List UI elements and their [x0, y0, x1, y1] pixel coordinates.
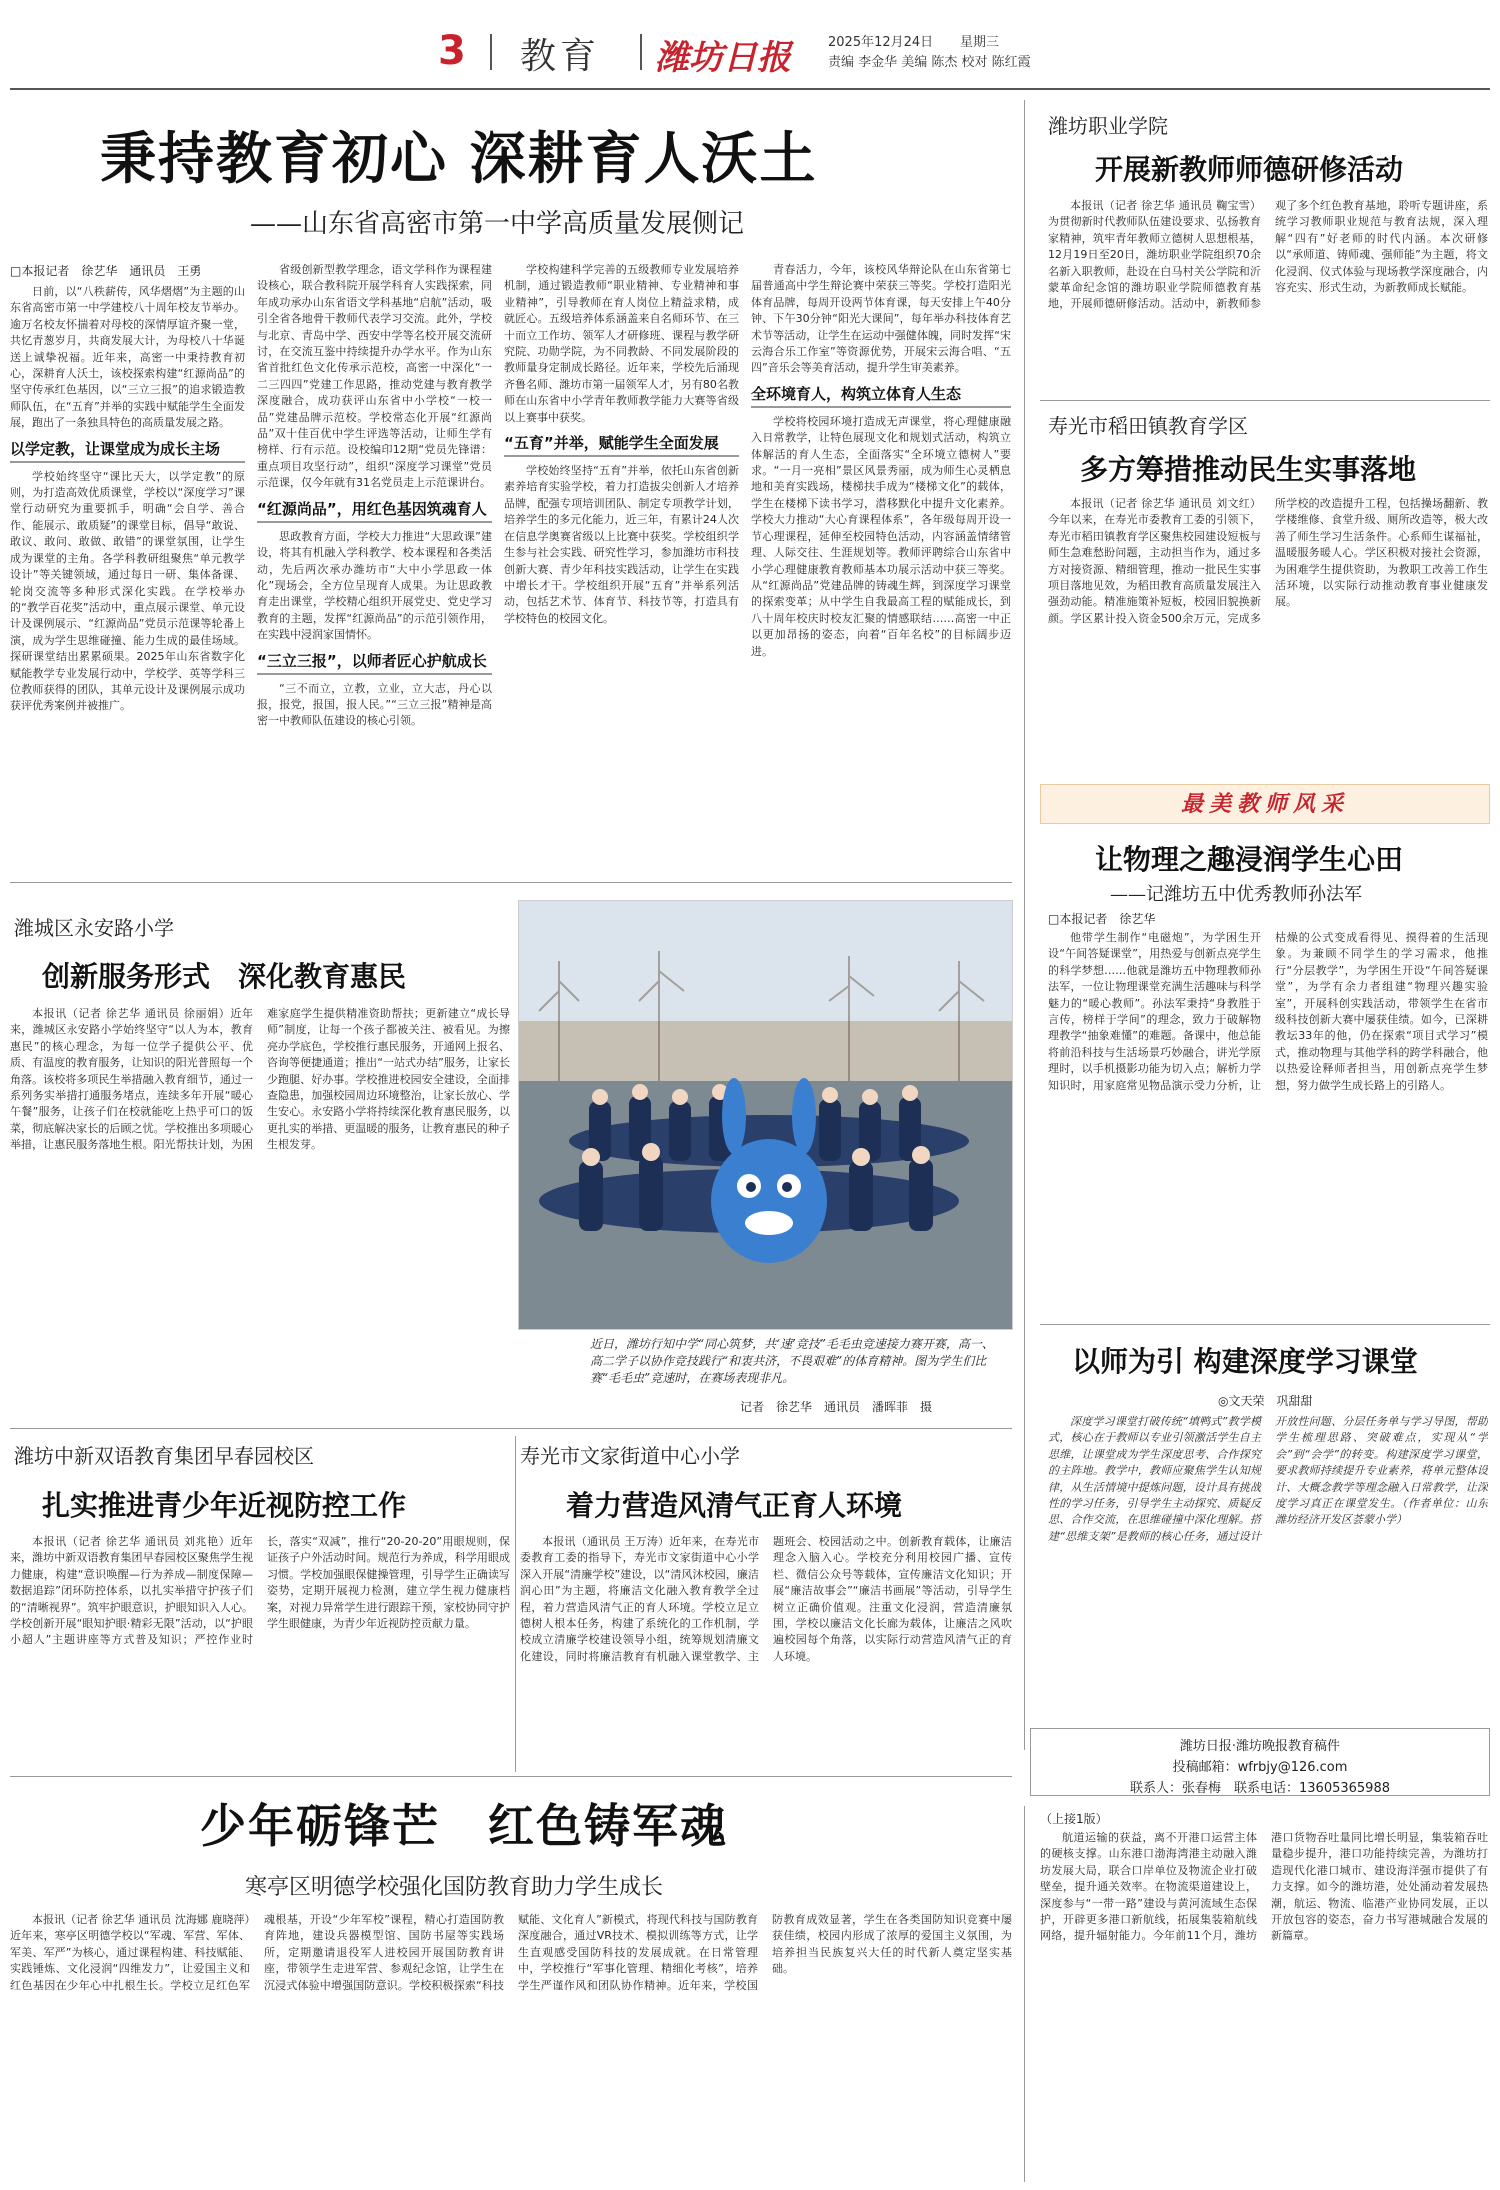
lead-column-4	[751, 262, 1011, 874]
lead-section-head-4: 全环境育人，构筑立体育人生态	[751, 383, 1011, 408]
lower2-headline: 着力营造风清气正育人环境	[566, 1489, 903, 1522]
lead-byline: □本报记者 徐艺华 通讯员 王勇	[10, 264, 202, 278]
lead-section-head-1: 以学定教，让课堂成为成长主场	[10, 438, 245, 463]
masthead	[0, 0, 1500, 90]
newspaper-logo: 潍坊日报	[655, 38, 791, 76]
lower2-body	[520, 1534, 1012, 1768]
right4-text: 深度学习课堂打破传统“填鸭式”教学模式，核心在于教师以专业引领激活学生自主思维，让课堂成为学生深度思考、合作探究的主阵地。教学中，教师应聚焦学生认知规律，从生活情境中提炼问题，设计具有挑战性的学习任务，引导学生主动探究、质疑反思、合作交流，在思维碰撞中深化理解。搭建“思维支架”是教师的核心任务，通过设计开放性问题、分层任务单与学习导图，帮助学生梳理思路、突破难点，实现从“学会”到“会学”的转变。构建深度学习课堂，要求教师持续提升专业素养，将单元整体设计、大概念教学等理念融入日常教学，让深度学习真正在课堂发生。（作者单位：山东潍坊经济开发区荟蒙小学）	[1048, 1415, 1488, 1543]
right4-headline: 以师为引 构建深度学习课堂	[1072, 1345, 1418, 1378]
lower2-text: 本报讯（通讯员 王万涛）近年来，在寿光市委教育工委的指导下，寿光市文家街道中心小学深入开展“清廉学校”建设，以“清风沐校园，廉洁润心田”为主题，将廉洁文化融入教育教学全过程，着力营造风清气正的育人环境。学校立足立德树人根本任务，构建了系统化的工作机制，学校成立清廉学校建设领导小组，统筹规划清廉文化建设，同时将廉洁教育有机融入课堂教学、主题班会、校园活动之中。创新教育载体，让廉洁理念入脑入心。学校充分利用校园广播、宣传栏、微信公众号等载体，宣传廉洁文化知识；开展“廉洁故事会”“廉洁书画展”等活动，引导学生树立正确价值观。注重文化浸润，营造清廉氛围，学校以廉洁文化长廊为载体，让廉洁之风吹遍校园每个角落，以实际行动营造风清气正的育人环境。	[520, 1535, 1012, 1663]
issue-date: 2025年12月24日	[828, 35, 934, 50]
lead-col2-text-b: 思政教育方面，学校大力推进“大思政课”建设，将其有机融入学科教学、校本课程和各类活动，先后两次承办潍坊市“大中小学思政一体化”现场会，全方位呈现育人成果。为让思政教育走出课堂，学校精心组织开展党史、党史学习教育的主题，发挥“红源尚品”的示范引领作用，在实践中浸润家国情怀。	[257, 529, 492, 642]
right2-headline: 多方筹措推动民生实事落地	[1080, 453, 1417, 486]
middle1-text: 本报讯（记者 徐艺华 通讯员 徐丽娟）近年来，潍城区永安路小学始终坚守“以人为本，教育惠民”的核心理念，为每一位学子提供公平、优质、有温度的教育服务，让知识的阳光普照每一个角落。该校将多项民生举措融入教育细节，通过一系列务实举措打通服务堵点，连续多年开展“暖心午餐”服务，让孩子们在校就能吃上热乎可口的饭菜，彻底解决家长的后顾之忧。学校推出多项暖心举措，让惠民服务落地生根。阳光帮扶计划，为困难家庭学生提供精准资助帮扶；更新建立“成长导师”制度，让每一个孩子都被关注、被看见。为擦亮办学底色，学校推行惠民服务，开通网上报名、咨询等便捷通道；推出“一站式办结”服务，让家长少跑腿、好办事。学校推进校园安全建设，全面排查隐患，加强校园周边环境整治，让家长放心、学生安心。永安路小学将持续深化教育惠民服务，以更扎实的举措、更温暖的服务，让教育惠民的种子生根发芽。	[10, 1007, 510, 1152]
middle1-headline: 创新服务形式 深化教育惠民	[42, 960, 407, 993]
right2-body	[1048, 496, 1488, 776]
right2-text: 本报讯（记者 徐艺华 通讯员 刘文红）今年以来，在寿光市委教育工委的引领下，寿光市稻田镇教育学区聚焦校园建设短板与师生急难愁盼问题，主动担当作为，通过多方对接资源、精细管理，推动一批民生实事项目落地见效，为稻田教育高质量发展注入强劲动能。精准施策补短板，校园旧貌换新颜。学区累计投入资金500余万元，完成多所学校的改造提升工程，包括操场翻新、教学楼维修、食堂升级、厕所改造等，极大改善了师生学习生活条件。心系师生谋福祉，温暖服务暖人心。学区积极对接社会资源，为困难学生提供资助，为教职工改善工作生活环境，以实际行动推动教育事业健康发展。	[1048, 497, 1488, 625]
right-column-divider	[1024, 100, 1025, 1750]
middle-bottom-rule	[10, 1428, 1012, 1429]
submission-contact: 联系人：张春梅 联系电话：13605365988	[1130, 1781, 1390, 1796]
masthead-divider-2	[640, 34, 642, 70]
lead-column-3	[504, 262, 739, 874]
submission-line-1: 潍坊日报·潍坊晚报教育稿件	[1179, 1739, 1341, 1754]
right4-body	[1048, 1414, 1488, 1724]
bottom-right-divider	[1024, 1806, 1025, 2182]
right3-subtitle: ——记潍坊五中优秀教师孙法军	[1110, 884, 1362, 905]
lead-col2-text: 省级创新型教学理念，语文学科作为课程建设核心，联合教科院开展学科育人实践探索，同年成功承办山东省语文学科基地“启航”活动，吸引全省各地骨干教师代表学习交流。此外，学校与北京、青岛中学、西安中学等名校开展交流研讨，在交流互鉴中持续提升办学水平。作为山东省首批红色文化传承示范校，高密一中深化“一二三四四”党建工作思路，推动党建与教育教学深度融合，成功获评山东省中小学校“一校一品”党建品牌示范校。学校常态化开展“红源尚品”双十佳百优中学生评选等活动，让师生学有榜样、行有示范。设校编印12期“党员先锋谱：重点项目攻坚行动”，组织“深度学习课堂”党员示范课，仅今年就有31名党员走上示范课讲台。	[257, 263, 492, 490]
feature-banner	[1040, 784, 1490, 824]
right1-text: 本报讯（记者 徐艺华 通讯员 鞠宝雪）为贯彻新时代教师队伍建设要求、弘扬教育家精神，筑牢青年教师立德树人思想根基，12月19日至20日，潍坊职业学院组织70余名新入职教师，赴设在白马村关公学院和沂蒙革命纪念馆的潍坊职业学院师德教育基地，开展师德研修活动。活动中，新教师参观了多个红色教育基地，聆听专题讲座，系统学习教师职业规范与教育法规，深入理解“四有”好老师的时代内涵。本次研修以“承师道、铸师魂、强师能”为主题，将文化浸润、仪式体验与现场教学深度融合，内容充实、形式生动，为新教师成长赋能。	[1048, 199, 1488, 311]
lower2-kicker: 寿光市文家街道中心小学	[520, 1444, 740, 1466]
lead-intro: 日前，以“八秩薪传，风华熠熠”为主题的山东省高密市第一中学建校八十周年校友节举办。逾万名校友怀揣着对母校的深情厚谊齐聚一堂，共忆青葱岁月，共商发展大计，为母校八十华诞送上诚挚祝福。近年来，高密一中秉持教育初心，深耕育人沃土，该校探索构建“红源尚品”的坚守传承红色基因，以“三立三报”的追求锻造教师队伍，在“五育”并举的实践中赋能学生全面发展，跑出了一条独具特色的高质量发展之路。	[10, 285, 245, 430]
lower1-body	[10, 1534, 510, 1768]
right2-kicker: 寿光市稻田镇教育学区	[1048, 414, 1248, 436]
lead-col3-text: 学校构建科学完善的五级教师专业发展培养机制，通过锻造教师“职业精神、专业精神和事业精神”，引导教师在育人岗位上精益求精，成就匠心。五级培养体系涵盖来自名师环节、在三十而立工作坊、领军人才研修班、课程与教学研究院、功勋学院，为不同教龄、不同发展阶段的教师量身定制成长路径。近年来，学校先后涌现齐鲁名师、潍坊市第一届领军人才，另有80名教师在山东省中小学青年教师教学能力大赛等省级以上赛事中获奖。	[504, 263, 739, 424]
right1-rule	[1040, 400, 1490, 401]
lead-subtitle: ——山东省高密市第一中学高质量发展侧记	[250, 209, 745, 239]
masthead-divider	[490, 34, 492, 70]
right1-kicker: 潍坊职业学院	[1048, 114, 1168, 136]
bottom-section-rule	[10, 1776, 1012, 1777]
editor-credits: 责编 李金华 美编 陈杰 校对 陈红霞	[828, 55, 1031, 70]
news-photo	[518, 900, 1013, 1330]
lead-section-head-3: “三立三报”，以师者匠心护航成长	[257, 650, 492, 675]
lead-column-1	[10, 284, 245, 874]
submission-email[interactable]: 投稿邮箱：wfrbjy@126.com	[1172, 1760, 1348, 1775]
photo-illustration	[519, 901, 1013, 1330]
bottom-right-text: 航道运输的获益，离不开港口运营主体的硬核支撑。山东港口渤海湾港主动融入潍坊发展大局，联合口岸单位及物流企业打破壁垒，提升通关效率。在物流渠道建设上，深度参与“一带一路”建设与黄河流域生态保护，开辟更多港口新航线，拓展集装箱航线网络，提升辐射能力。今年前11个月，潍坊港口货物吞吐量同比增长明显，集装箱吞吐量稳步提升，港口功能持续完善，为潍坊打造现代化港口城市、建设海洋强市提供了有力支撑。如今的潍坊港，处处涌动着发展热潮，航运、物流、临港产业协同发展，正以开放包容的姿态，奋力书写港城融合发展的新篇章。	[1040, 1831, 1488, 1943]
lead-bottom-rule	[10, 882, 1012, 883]
middle1-kicker: 潍城区永安路小学	[14, 916, 174, 938]
lead-col4-text: 青春活力，今年，该校风华辩论队在山东省第七届普通高中学生辩论赛中荣获三等奖。学校打造阳光体育品牌，每周开设两节体育课，每天安排上午40分钟、下午30分钟“阳光大课间”，每年举办科技体育艺术节等活动，让学生在运动中强健体魄，同时发挥“宋云海合乐工作室”等资源优势，开展宋云海合唱、“五四”音乐会等美育活动，提升学生审美素养。	[751, 263, 1011, 375]
photo-caption: 近日，潍坊行知中学“同心筑梦，共‘速’竞技”毛毛虫竞速接力赛开赛，高一、高二学子以协作竞技践行“和衷共济，不畏艰难”的体育精神。图为学生们比赛“毛毛虫”竞速时，在赛场表现非凡。	[590, 1337, 994, 1385]
submission-box	[1030, 1728, 1490, 1796]
lead-col3-text-b: 学校始终坚持“五育”并举，依托山东省创新素养培育实验学校，着力打造拔尖创新人才培养品牌，配强专项培训团队、制定专项教学计划，培养学生的多元化能力，近三年，有累计24人次在信息学奥赛省级以上比赛中获奖。学校组织学生参与社会实践、研究性学习，参加潍坊市科技创新大赛、青少年科技实践活动，让学生在实践中增长才干。学校组织开展“五育”并举系列活动，包括艺术节、体育节、科技节等，打造具有学校特色的校园文化。	[504, 464, 739, 625]
lower1-kicker: 潍坊中新双语教育集团早春园校区	[14, 1444, 314, 1466]
section-name: 教育	[520, 36, 601, 77]
right1-headline: 开展新教师师德研修活动	[1095, 153, 1404, 186]
lower-column-divider	[515, 1436, 516, 1772]
bottom-right-body	[1040, 1830, 1488, 2182]
lead-col4-text-b: 学校将校园环境打造成无声课堂，将心理健康融入日常教学，让特色展现文化和规划式活动，构筑立体解活的育人生态，全面落实“全环境立德树人”要求。“一月一亮相”景区风景秀丽，成为师生心灵栖息地和美育实践场，楼梯扶手成为“楼梯文化”的载体，学生在楼梯下读书学习，潜移默化中提升文化素养。学校大力推动“大心育课程体系”，各年级每周开设一节心理课程，延伸至校园特色活动，内容涵盖情绪管理、人际交往、生涯规划等。教师评聘综合山东省中小学心理健康教育教师基本功展示活动中获三等奖。从“红源尚品”党建品牌的铸魂生辉，到深度学习课堂的探索变革；从中学生自我最高工程的赋能成长，到八十周年校庆时校友汇聚的情感联结……高密一中正以更加昂扬的姿态，向着“百年名校”的目标阔步迈进。	[751, 414, 1011, 658]
lower1-headline: 扎实推进青少年近视防控工作	[42, 1489, 407, 1522]
masthead-rule	[10, 88, 1490, 90]
right4-byline: ◎文天荣 巩甜甜	[1218, 1394, 1313, 1408]
page-number: 3	[438, 28, 466, 74]
right3-body	[1048, 930, 1488, 1318]
bottom-text: 本报讯（记者 徐艺华 通讯员 沈海娜 鹿晓萍）近年来，寒亭区明德学校以“军魂、军营、军体、军美、军严”为核心，通过课程构建、科技赋能、实践锤炼、文化浸润“四维发力”，让爱国主义和红色基因在少年心中扎根生长。学校立足红色军魂根基，开设“少年军校”课程，精心打造国防教育阵地，建设兵器模型馆、国防书屋等实践场所，定期邀请退役军人进校园开展国防教育讲座，带领学生走进军营、参观纪念馆，让学生在沉浸式体验中增强国防意识。学校积极探索“科技赋能、文化育人”新模式，将现代科技与国防教育深度融合，通过VR技术、模拟训练等方式，让学生直观感受国防科技的发展成就。在日常管理中，学校推行“军事化管理、精细化考核”，培养学生严谨作风和团队协作精神。近年来，学校国防教育成效显著，学生在各类国防知识竞赛中屡获佳绩，校园内形成了浓厚的爱国主义氛围，为培养担当民族复兴大任的时代新人奠定坚实基础。	[10, 1913, 1012, 1992]
bottom-body	[10, 1912, 1012, 2182]
lower1-text: 本报讯（记者 徐艺华 通讯员 刘兆艳）近年来，潍坊中新双语教育集团早春园校区聚焦学生视力健康，构建“意识唤醒—行为养成—制度保障—数据追踪”闭环防控体系，以扎实举措守护孩子们的“清晰视界”。筑牢护眼意识，护眼知识入人心。学校创新开展“眼知护眼·精彩无限”活动，以“护眼小超人”主题讲座等方式普及知识；严控作业时长，落实“双减”，推行“20-20-20”用眼规则，保证孩子户外活动时间。规范行为养成，科学用眼成习惯。学校加强眼保健操管理，引导学生正确读写姿势，定期开展视力检测，建立学生视力健康档案，对视力异常学生进行跟踪干预，家校协同守护学生眼健康，为青少年近视防控贡献力量。	[10, 1535, 510, 1647]
feature-banner-text: 最美教师风采	[1180, 791, 1349, 817]
lead-column-2	[257, 262, 492, 874]
right3-rule	[1040, 1324, 1490, 1325]
lead-section-head-5: “五育”并举，赋能学生全面发展	[504, 432, 739, 457]
bottom-right-byline: （上接1版）	[1040, 1812, 1108, 1826]
right3-byline: □本报记者 徐艺华	[1048, 912, 1156, 926]
right3-headline: 让物理之趣浸润学生心田	[1095, 843, 1404, 876]
photo-credit: 记者 徐艺华 通讯员 潘晖菲 摄	[740, 1400, 933, 1414]
middle1-body	[10, 1006, 510, 1422]
right3-text: 他带学生制作“电磁炮”，为学困生开设“午间答疑课堂”，用热爱与创新点亮学生的科学梦想……他就是潍坊五中物理教师孙法军，一位让物理课堂充满生活趣味与科学魅力的“暖心教师”。孙法军秉持“身教胜于言传，榜样于学间”的理念，致力于破解物理教学“抽象难懂”的难题。备课中，他总能将前沿科技与生活场景巧妙融合，讲光学原理时，以手机摄影功能为切入点；解析力学知识时，用家庭常见物品演示受力分析，让枯燥的公式变成看得见、摸得着的生活现象。为兼顾不同学生的学习需求，他推行“分层教学”，为学困生开设“午间答疑课堂”，为学有余力者组建“物理兴趣实验室”，开展科创实践活动，带领学生在省市级科技创新大赛中屡获佳绩。如今，已深耕教坛33年的他，仍在探索“项目式学习”模式，推动物理与其他学科的跨学科融合，他以热爱诠释师者担当，用创新点亮学生梦想，努力做学生成长路上的引路人。	[1048, 931, 1488, 1092]
bottom-subtitle: 寒亭区明德学校强化国防教育助力学生成长	[245, 1875, 664, 1900]
lead-title: 秉持教育初心 深耕育人沃土	[100, 126, 818, 192]
lead-col2-text-c: “三不而立，立教，立业，立大志，丹心以报，报党，报国，报人民。”“三立三报”精神是高密一中教师队伍建设的核心引领。	[257, 681, 492, 728]
lead-section-1-text: 学校始终坚守“课比天大，以学定教”的原则，为打造高效优质课堂，学校以“深度学习”课堂行动研究为重要抓手，明确“会自学、善合作、能展示、敢质疑”的课堂目标，倡导“敢说、敢议、敢问、敢做、敢错”的课堂氛围，让学生成为课堂的主角。各学科教研组聚焦“单元教学设计”等关键领域，通过每日一研、集体备课、轮岗交流等多种形式深化实践。在学校举办的“教学百花奖”活动中，重点展示课堂、单元设计及课例展示、“红源尚品”党员示范课等轮番上演，成为学生思维碰撞、能力生成的最佳场域。探研课堂结出累累硕果。2025年山东省数字化赋能教学专业发展行动中，学校学、英等学科三位教师获得的团队，其单元设计及课例展示成功获评优秀案例并被推广。	[10, 469, 245, 713]
bottom-title: 少年砺锋芒 红色铸军魂	[200, 1799, 728, 1853]
right1-body	[1048, 198, 1488, 393]
lead-section-head-2: “红源尚品”，用红色基因筑魂育人	[257, 498, 492, 523]
issue-weekday: 星期三	[960, 35, 1000, 50]
